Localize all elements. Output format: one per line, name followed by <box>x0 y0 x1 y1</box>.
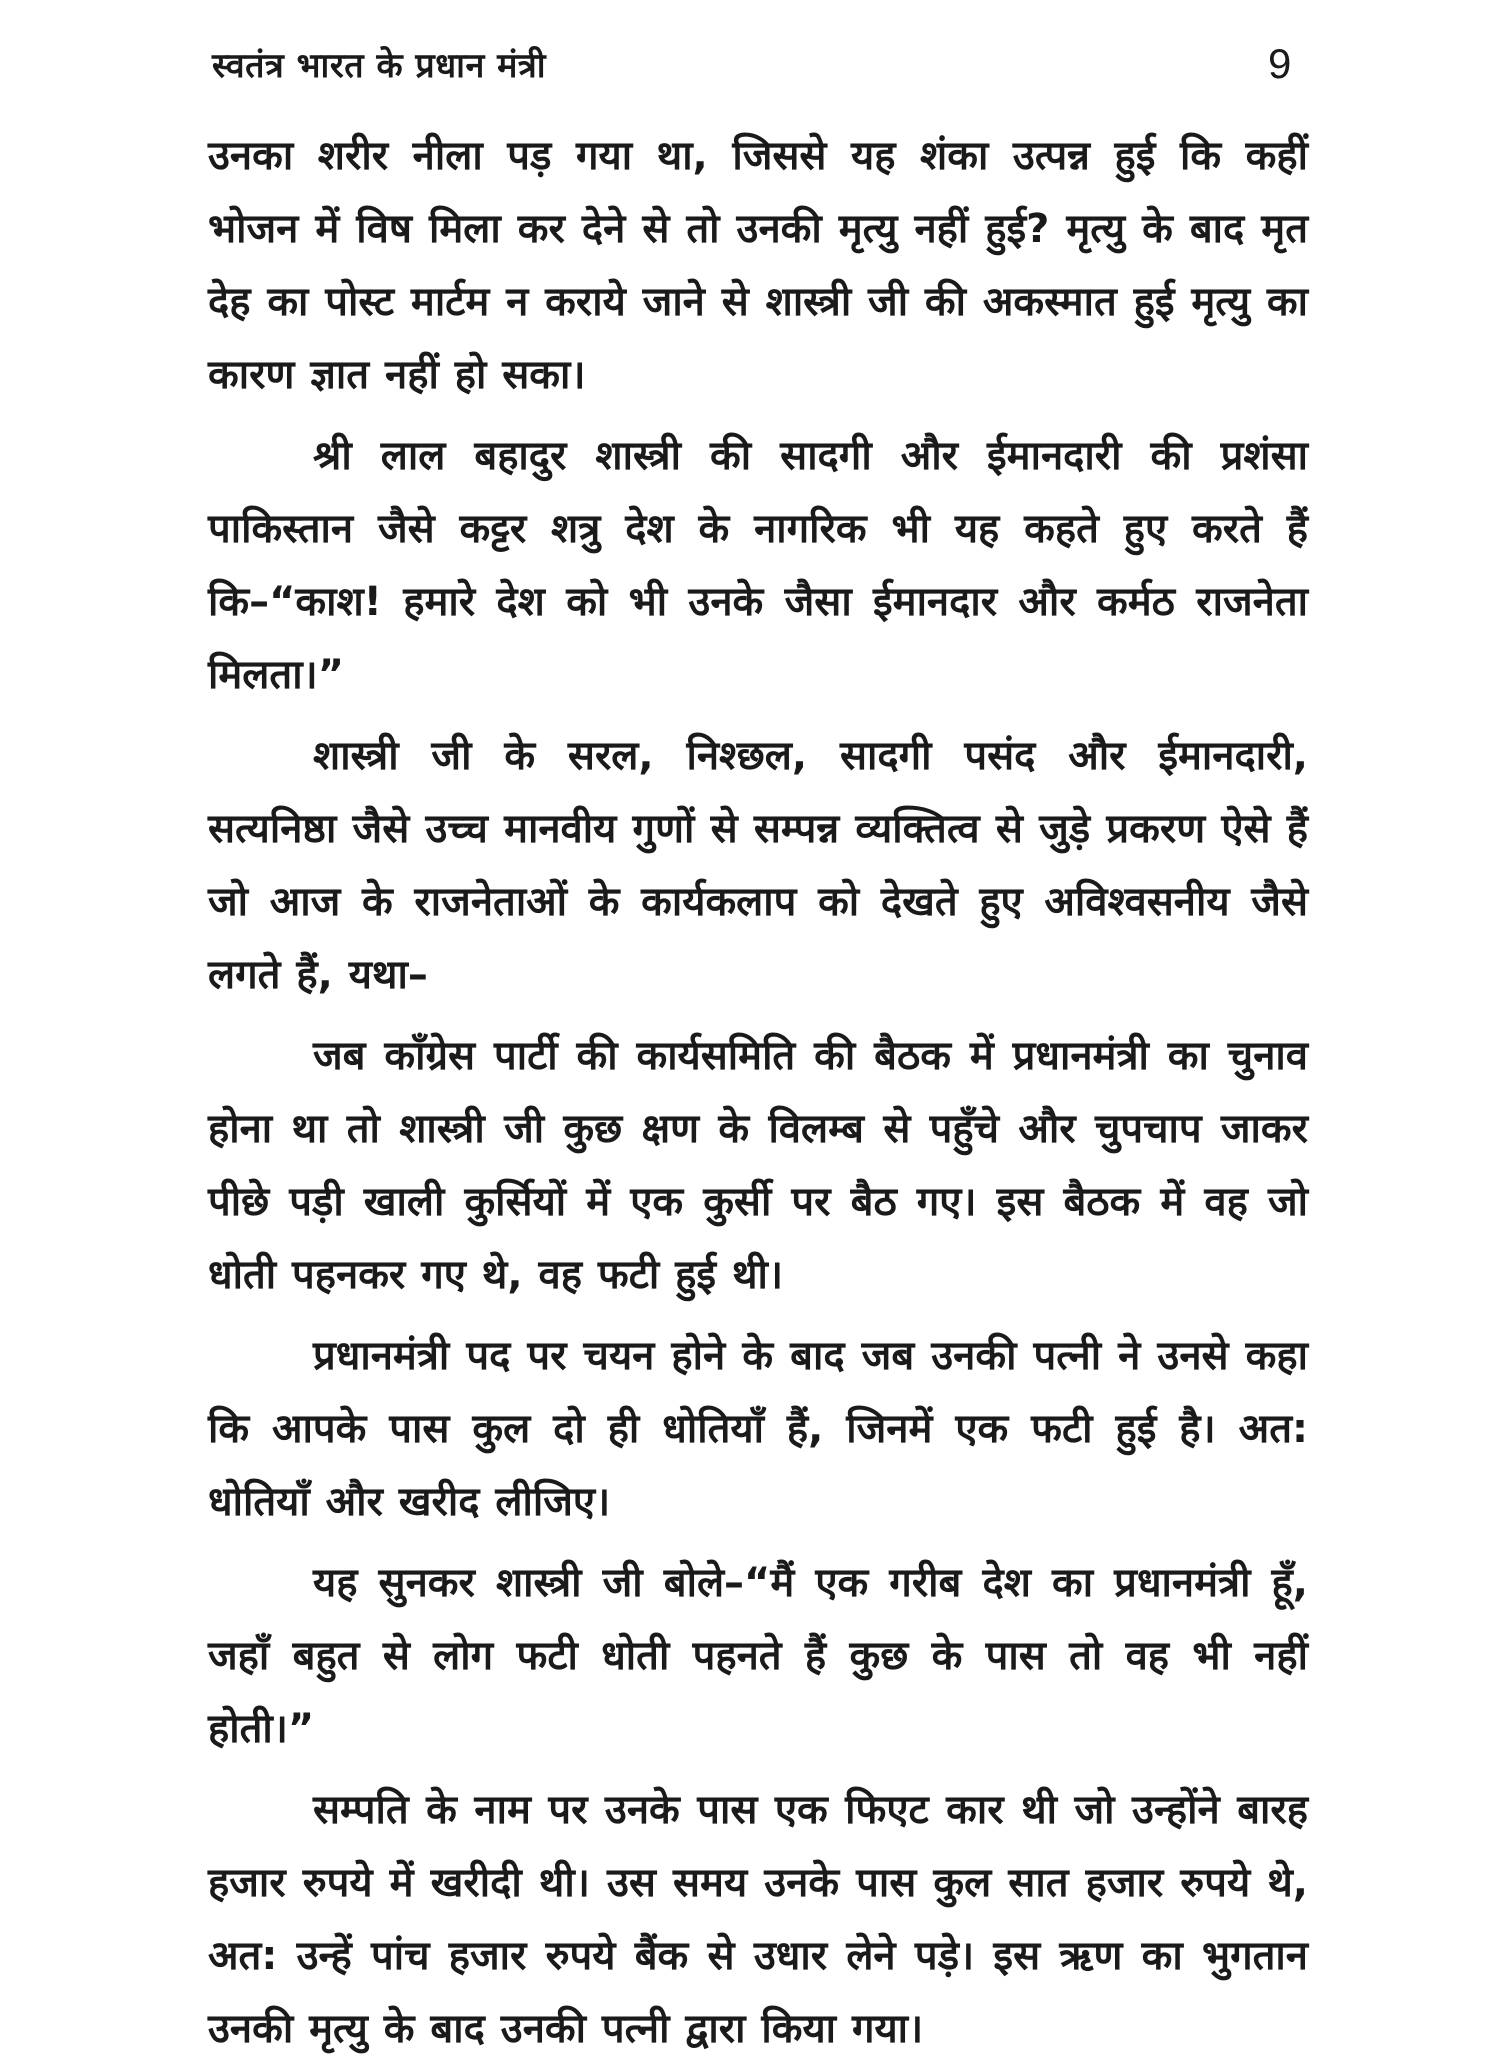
paragraph-congress-meeting: जब काँग्रेस पार्टी की कार्यसमिति की बैठक में प्रधानमंत्री का चुनाव होना था तो शास्त्री जी कुछ क्षण के विलम्ब से पहुँचे और चुपचाप जाकर पीछे पड़ी खाली कुर्सियों में एक कुर्सी पर बैठ गए। इस बैठक में वह जो धोती पहनकर गए थे, वह फटी हुई थी। <box>208 1033 1308 1298</box>
paragraph-praise-from-pakistan: श्री लाल बहादुर शास्त्री की सादगी और ईमानदारी की प्रशंसा पाकिस्तान जैसे कट्टर शत्रु देश के नागरिक भी यह कहते हुए करते हैं कि–“काश! हमारे देश को भी उनके जैसा ईमानदार और कर्मठ राजनेता मिलता।” <box>208 433 1308 698</box>
body-text <box>208 120 1308 2052</box>
paragraph-death-cause: उनका शरीर नीला पड़ गया था, जिससे यह शंका उत्पन्न हुई कि कहीं भोजन में विष मिला कर देने से तो उनकी मृत्यु नहीं हुई? मृत्यु के बाद मृत देह का पोस्ट मार्टम न कराये जाने से शास्त्री जी की अकस्मात हुई मृत्यु का कारण ज्ञात नहीं हो सका। <box>208 133 1308 398</box>
paragraph-dhoti-wife: प्रधानमंत्री पद पर चयन होने के बाद जब उनकी पत्नी ने उनसे कहा कि आपके पास कुल दो ही धोतियाँ हैं, जिनमें एक फटी हुई है। अत: धोतियाँ और खरीद लीजिए। <box>208 1333 1308 1525</box>
paragraph-poor-country-quote: यह सुनकर शास्त्री जी बोले–“मैं एक गरीब देश का प्रधानमंत्री हूँ, जहाँ बहुत से लोग फटी धोती पहनते हैं कुछ के पास तो वह भी नहीं होती।” <box>208 1560 1308 1752</box>
paragraph-simple-character: शास्त्री जी के सरल, निश्छल, सादगी पसंद और ईमानदारी, सत्यनिष्ठा जैसे उच्च मानवीय गुणों से सम्पन्न व्यक्तित्व से जुड़े प्रकरण ऐसे हैं जो आज के राजनेताओं के कार्यकलाप को देखते हुए अविश्वसनीय जैसे लगते हैं, यथा– <box>208 733 1308 998</box>
running-head-title: स्वतंत्र भारत के प्रधान मंत्री <box>212 46 547 86</box>
page-number: 9 <box>1268 40 1292 87</box>
paragraph-fiat-car: सम्पति के नाम पर उनके पास एक फिएट कार थी जो उन्होंने बारह हजार रुपये में खरीदी थी। उस समय उनके पास कुल सात हजार रुपये थे, अत: उन्हें पांच हजार रुपये बैंक से उधार लेने पड़े। इस ऋण का भुगतान उनकी मृत्यु के बाद उनकी पत्नी द्वारा किया गया। <box>208 1787 1308 2052</box>
